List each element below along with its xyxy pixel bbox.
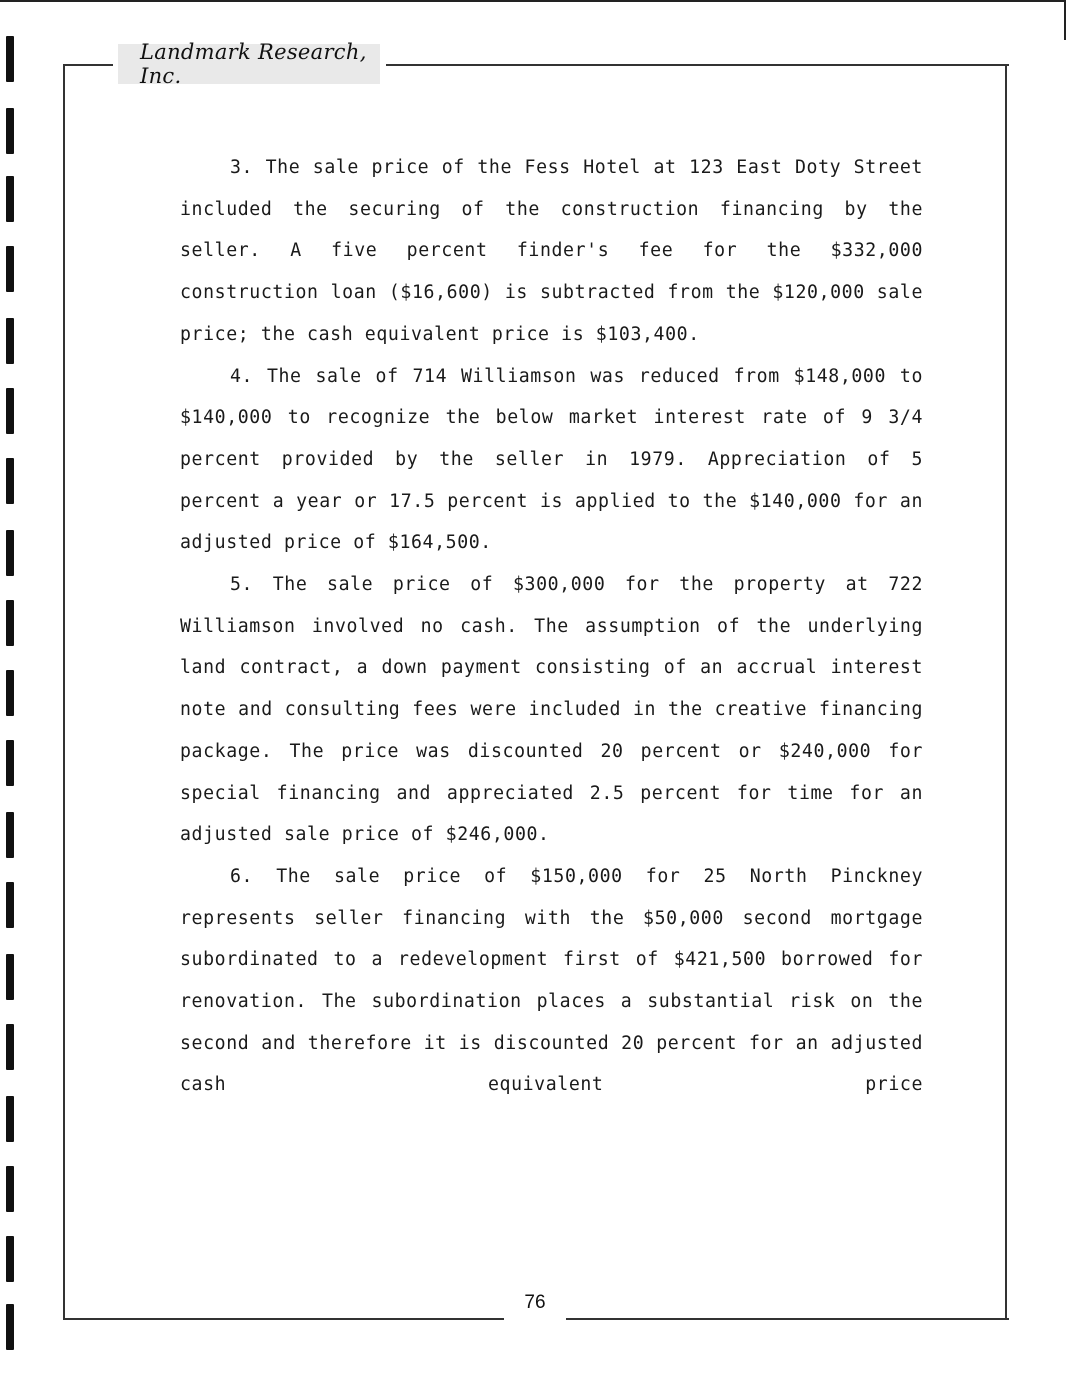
frame-top-rule-right — [386, 64, 1009, 66]
frame-top-rule-left — [63, 64, 113, 66]
paragraph-5: 5. The sale price of $300,000 for the property at 722 Williamson involved no cash. The assumption of the underlying land contract, a down payment consisting of an accrual interest note and consulting fees were included in the creative financing package. The price was discounted 20 percent or $240,000 for special financing and appreciated 2.5 percent for time for an adjusted sale price of $246,000. — [180, 574, 923, 846]
paragraph-3: 3. The sale price of the Fess Hotel at 123 East Doty Street included the securing of the construction financing by the seller. A five percent finder's fee for the $332,000 construction loan ($16,600) is subtracted from the $120,000 sale price; the cash equivalent price is $103,400. — [180, 157, 923, 345]
frame-bottom-rule-left — [63, 1318, 504, 1320]
binding-holes — [6, 0, 18, 1380]
frame-bottom-rule-right — [566, 1318, 1009, 1320]
paragraph-4: 4. The sale of 714 Williamson was reduced from $148,000 to $140,000 to recognize the below market interest rate of 9 3/4 percent provided by the seller in 1979. Appreciation of 5 percent a year or 17.5 percent is applied to the $140,000 for an adjusted price of $164,500. — [180, 365, 923, 554]
company-name: Landmark Research, Inc. — [140, 40, 367, 88]
letterhead — [118, 40, 380, 88]
paragraph-6: 6. The sale price of $150,000 for 25 North Pinckney represents seller financing with the $50,000 second mortgage subordinated to a redevelopment first of $421,500 borrowed for renovation. The subordination places a substantial risk on the second and therefore it is discounted 20 percent for an adjusted cash equivalent price — [180, 865, 923, 1096]
page-number: 76 — [524, 1292, 546, 1313]
page-top-edge — [0, 0, 1066, 2]
document-body — [180, 147, 923, 1106]
